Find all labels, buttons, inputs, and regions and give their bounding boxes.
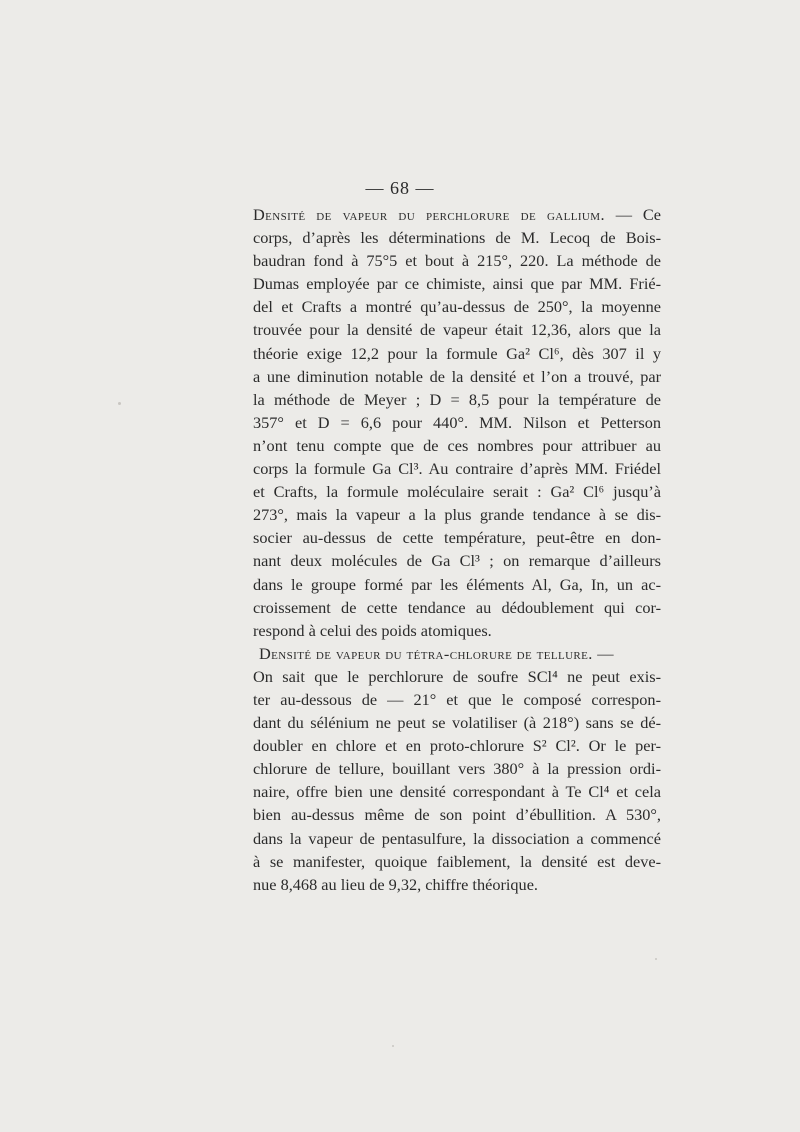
text-line: Dumas employée par ce chimiste, ainsi que par MM. Frié- [253, 274, 661, 294]
text-line: 357° et D = 6,6 pour 440°. MM. Nilson et Petterson [253, 412, 661, 432]
text-line: nue 8,468 au lieu de 9,32, chiffre théorique. [253, 874, 538, 894]
text-line: trouvée pour la densité de vapeur était 12,36, alors que la [253, 320, 661, 340]
text-line: baudran fond à 75°5 et bout à 215°, 220. La méthode de [253, 251, 661, 271]
text-line: à se manifester, quoique faiblement, la densité est deve- [253, 851, 661, 871]
text-line: dans la vapeur de pentasulfure, la dissociation a commencé [253, 828, 661, 848]
text-line: nant deux molécules de Ga Cl³ ; on remarque d’ailleurs [253, 551, 661, 571]
text-line: bien au-dessus même de son point d’ébullition. A 530°, [253, 805, 661, 825]
paragraph-tellurium [253, 642, 661, 896]
text-line: et Crafts, la formule moléculaire serait : Ga² Cl⁶ jusqu’à [253, 482, 661, 502]
text-line: la méthode de Meyer ; D = 8,5 pour la température de [253, 389, 661, 409]
text-line: ter au-dessous de — 21° et que le composé correspon- [253, 689, 661, 709]
text-line: a une diminution notable de la densité et l’on a trouvé, par [253, 366, 661, 386]
text-line: croissement de cette tendance au dédoublement qui cor- [253, 597, 661, 617]
text-line: Densité de vapeur du perchlorure de gallium. — Ce [253, 205, 661, 224]
section-heading-gallium: Densité de vapeur du perchlorure de gallium. — [253, 205, 633, 224]
text-line: 273°, mais la vapeur a la plus grande tendance à se dis- [253, 505, 661, 525]
section-heading-tellurium: Densité de vapeur du tétra-chlorure de tellure. — [259, 643, 614, 663]
text-line: On sait que le perchlorure de soufre SCl⁴ ne peut exis- [253, 666, 661, 686]
text-line: théorie exige 12,2 pour la formule Ga² Cl⁶, dès 307 il y [253, 343, 661, 363]
paper-speck [655, 958, 657, 960]
text-line: chlorure de tellure, bouillant vers 380° à la pression ordi- [253, 759, 661, 779]
text-line: respond à celui des poids atomiques. [253, 620, 492, 640]
text-line: corps, d’après les déterminations de M. Lecoq de Bois- [253, 228, 661, 248]
paper-speck [392, 1045, 394, 1047]
text-line: del et Crafts a montré qu’au-dessus de 250°, la moyenne [253, 297, 661, 317]
body-text [253, 203, 661, 896]
text-line: naire, offre bien une densité correspondant à Te Cl⁴ et cela [253, 782, 661, 802]
text-line: corps la formule Ga Cl³. Au contraire d’après MM. Friédel [253, 459, 661, 479]
paper-speck [118, 402, 121, 405]
text-line: n’ont tenu compte que de ces nombres pour attribuer au [253, 435, 661, 455]
text-line: dant du sélénium ne peut se volatiliser (à 218°) sans se dé- [253, 713, 661, 733]
page-number: — 68 — [365, 178, 435, 198]
text-line: dans le groupe formé par les éléments Al, Ga, In, un ac- [253, 574, 661, 594]
text-line: socier au-dessus de cette température, peut-être en don- [253, 528, 661, 548]
paragraph-gallium [253, 203, 661, 642]
text-line: doubler en chlore et en proto-chlorure S² Cl². Or le per- [253, 736, 661, 756]
